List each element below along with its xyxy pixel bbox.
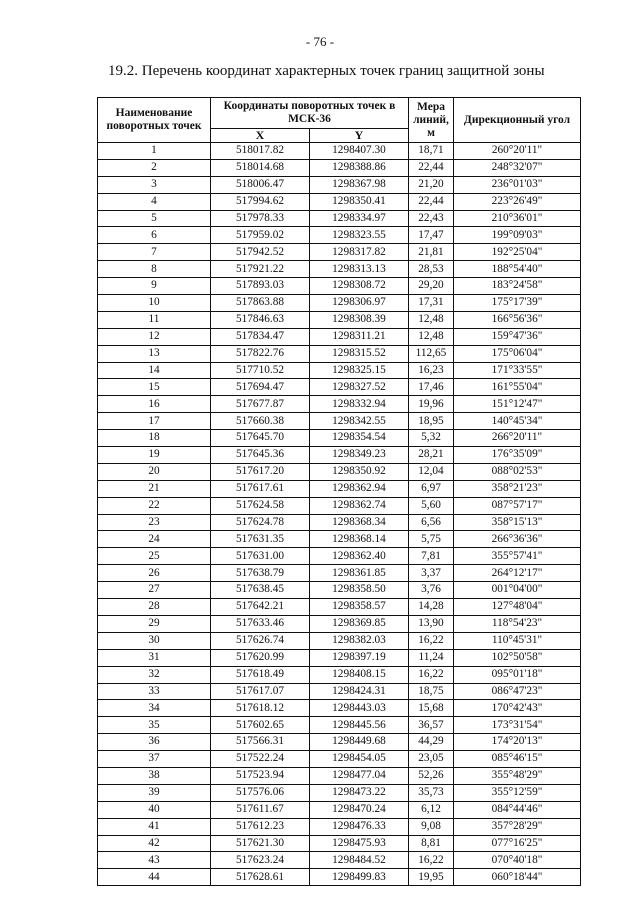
point-number-cell: 34 (98, 700, 211, 717)
y-coordinate-cell: 1298306.97 (310, 295, 409, 312)
x-coordinate-cell: 517638.45 (211, 582, 310, 599)
direction-angle-cell: 087°57'17" (454, 497, 581, 514)
direction-angle-cell: 266°20'11" (454, 430, 581, 447)
line-length-cell: 6,56 (409, 514, 454, 531)
x-coordinate-cell: 517623.24 (211, 852, 310, 869)
x-coordinate-cell: 517633.46 (211, 615, 310, 632)
line-length-cell: 16,22 (409, 666, 454, 683)
point-number-cell: 20 (98, 463, 211, 480)
y-coordinate-cell: 1298332.94 (310, 396, 409, 413)
table-row (98, 700, 581, 717)
direction-angle-cell: 355°57'41" (454, 548, 581, 565)
point-number-cell: 4 (98, 193, 211, 210)
direction-angle-cell: 175°06'04" (454, 345, 581, 362)
x-coordinate-cell: 517618.49 (211, 666, 310, 683)
direction-angle-cell: 199°09'03" (454, 227, 581, 244)
direction-angle-cell: 358°15'13" (454, 514, 581, 531)
direction-angle-cell: 264°12'17" (454, 565, 581, 582)
y-coordinate-cell: 1298445.56 (310, 717, 409, 734)
table-row (98, 767, 581, 784)
header-y: Y (310, 129, 409, 143)
direction-angle-cell: 355°12'59" (454, 784, 581, 801)
point-number-cell: 15 (98, 379, 211, 396)
x-coordinate-cell: 517978.33 (211, 210, 310, 227)
direction-angle-cell: 357°28'29" (454, 818, 581, 835)
direction-angle-cell: 088°02'53" (454, 463, 581, 480)
point-number-cell: 22 (98, 497, 211, 514)
point-number-cell: 29 (98, 615, 211, 632)
point-number-cell: 42 (98, 835, 211, 852)
y-coordinate-cell: 1298454.05 (310, 751, 409, 768)
x-coordinate-cell: 517959.02 (211, 227, 310, 244)
table-row (98, 379, 581, 396)
x-coordinate-cell: 517994.62 (211, 193, 310, 210)
point-number-cell: 2 (98, 159, 211, 176)
point-number-cell: 41 (98, 818, 211, 835)
direction-angle-cell: 166°56'36" (454, 311, 581, 328)
y-coordinate-cell: 1298308.39 (310, 311, 409, 328)
y-coordinate-cell: 1298368.14 (310, 531, 409, 548)
table-row (98, 193, 581, 210)
table-row (98, 852, 581, 869)
y-coordinate-cell: 1298473.22 (310, 784, 409, 801)
x-coordinate-cell: 517566.31 (211, 734, 310, 751)
line-length-cell: 9,08 (409, 818, 454, 835)
direction-angle-cell: 140°45'34" (454, 413, 581, 430)
line-length-cell: 22,43 (409, 210, 454, 227)
x-coordinate-cell: 517893.03 (211, 278, 310, 295)
line-length-cell: 12,04 (409, 463, 454, 480)
direction-angle-cell: 095°01'18" (454, 666, 581, 683)
point-number-cell: 18 (98, 430, 211, 447)
point-number-cell: 13 (98, 345, 211, 362)
line-length-cell: 16,23 (409, 362, 454, 379)
line-length-cell: 22,44 (409, 193, 454, 210)
x-coordinate-cell: 517620.99 (211, 649, 310, 666)
y-coordinate-cell: 1298443.03 (310, 700, 409, 717)
line-length-cell: 19,96 (409, 396, 454, 413)
y-coordinate-cell: 1298362.74 (310, 497, 409, 514)
line-length-cell: 17,46 (409, 379, 454, 396)
table-row (98, 548, 581, 565)
header-direction-angle: Дирекционный угол (454, 98, 581, 143)
y-coordinate-cell: 1298362.40 (310, 548, 409, 565)
point-number-cell: 5 (98, 210, 211, 227)
point-number-cell: 16 (98, 396, 211, 413)
point-number-cell: 14 (98, 362, 211, 379)
section-title: 19.2. Перечень координат характерных точек границ защитной зоны (108, 63, 545, 79)
table-row (98, 784, 581, 801)
direction-angle-cell: 175°17'39" (454, 295, 581, 312)
table-row (98, 447, 581, 464)
table-row (98, 328, 581, 345)
direction-angle-cell: 070°40'18" (454, 852, 581, 869)
line-length-cell: 16,22 (409, 632, 454, 649)
y-coordinate-cell: 1298369.85 (310, 615, 409, 632)
y-coordinate-cell: 1298470.24 (310, 801, 409, 818)
line-length-cell: 16,22 (409, 852, 454, 869)
y-coordinate-cell: 1298382.03 (310, 632, 409, 649)
x-coordinate-cell: 517612.23 (211, 818, 310, 835)
y-coordinate-cell: 1298368.34 (310, 514, 409, 531)
coordinates-table (97, 97, 581, 886)
line-length-cell: 18,71 (409, 143, 454, 160)
direction-angle-cell: 060°18'44" (454, 869, 581, 886)
direction-angle-cell: 127°48'04" (454, 599, 581, 616)
x-coordinate-cell: 518014.68 (211, 159, 310, 176)
point-number-cell: 39 (98, 784, 211, 801)
x-coordinate-cell: 517694.47 (211, 379, 310, 396)
table-row (98, 734, 581, 751)
table-row (98, 615, 581, 632)
direction-angle-cell: 084°44'46" (454, 801, 581, 818)
direction-angle-cell: 110°45'31" (454, 632, 581, 649)
y-coordinate-cell: 1298449.68 (310, 734, 409, 751)
x-coordinate-cell: 517921.22 (211, 261, 310, 278)
table-row (98, 311, 581, 328)
line-length-cell: 17,31 (409, 295, 454, 312)
y-coordinate-cell: 1298350.41 (310, 193, 409, 210)
line-length-cell: 3,37 (409, 565, 454, 582)
page-number: - 76 - (305, 34, 335, 49)
point-number-cell: 32 (98, 666, 211, 683)
x-coordinate-cell: 517621.30 (211, 835, 310, 852)
y-coordinate-cell: 1298315.52 (310, 345, 409, 362)
y-coordinate-cell: 1298477.04 (310, 767, 409, 784)
table-row (98, 295, 581, 312)
line-length-cell: 5,75 (409, 531, 454, 548)
y-coordinate-cell: 1298342.55 (310, 413, 409, 430)
table-row (98, 244, 581, 261)
y-coordinate-cell: 1298317.82 (310, 244, 409, 261)
table-row (98, 430, 581, 447)
point-number-cell: 35 (98, 717, 211, 734)
point-number-cell: 1 (98, 143, 211, 160)
x-coordinate-cell: 517942.52 (211, 244, 310, 261)
point-number-cell: 27 (98, 582, 211, 599)
table-row (98, 869, 581, 886)
table-row (98, 717, 581, 734)
x-coordinate-cell: 517576.06 (211, 784, 310, 801)
y-coordinate-cell: 1298313.13 (310, 261, 409, 278)
line-length-cell: 5,32 (409, 430, 454, 447)
y-coordinate-cell: 1298308.72 (310, 278, 409, 295)
direction-angle-cell: 001°04'00" (454, 582, 581, 599)
line-length-cell: 28,21 (409, 447, 454, 464)
y-coordinate-cell: 1298424.31 (310, 683, 409, 700)
table-row (98, 176, 581, 193)
line-length-cell: 7,81 (409, 548, 454, 565)
line-length-cell: 29,20 (409, 278, 454, 295)
line-length-cell: 19,95 (409, 869, 454, 886)
x-coordinate-cell: 517617.20 (211, 463, 310, 480)
direction-angle-cell: 183°24'58" (454, 278, 581, 295)
direction-angle-cell: 355°48'29" (454, 767, 581, 784)
table-row (98, 565, 581, 582)
point-number-cell: 40 (98, 801, 211, 818)
x-coordinate-cell: 517677.87 (211, 396, 310, 413)
point-number-cell: 25 (98, 548, 211, 565)
y-coordinate-cell: 1298350.92 (310, 463, 409, 480)
point-number-cell: 43 (98, 852, 211, 869)
direction-angle-cell: 151°12'47" (454, 396, 581, 413)
y-coordinate-cell: 1298358.57 (310, 599, 409, 616)
y-coordinate-cell: 1298408.15 (310, 666, 409, 683)
direction-angle-cell: 223°26'49" (454, 193, 581, 210)
table-row (98, 835, 581, 852)
point-number-cell: 38 (98, 767, 211, 784)
line-length-cell: 35,73 (409, 784, 454, 801)
point-number-cell: 24 (98, 531, 211, 548)
table-row (98, 143, 581, 160)
direction-angle-cell: 260°20'11" (454, 143, 581, 160)
line-length-cell: 6,12 (409, 801, 454, 818)
direction-angle-cell: 192°25'04" (454, 244, 581, 261)
table-row (98, 362, 581, 379)
x-coordinate-cell: 517710.52 (211, 362, 310, 379)
point-number-cell: 3 (98, 176, 211, 193)
point-number-cell: 8 (98, 261, 211, 278)
line-length-cell: 13,90 (409, 615, 454, 632)
header-line-length: Мера линий, м (409, 98, 454, 143)
table-row (98, 818, 581, 835)
x-coordinate-cell: 517602.65 (211, 717, 310, 734)
point-number-cell: 19 (98, 447, 211, 464)
x-coordinate-cell: 518006.47 (211, 176, 310, 193)
direction-angle-cell: 102°50'58" (454, 649, 581, 666)
direction-angle-cell: 085°46'15" (454, 751, 581, 768)
point-number-cell: 9 (98, 278, 211, 295)
direction-angle-cell: 086°47'23" (454, 683, 581, 700)
x-coordinate-cell: 517628.61 (211, 869, 310, 886)
table-row (98, 413, 581, 430)
table-row (98, 497, 581, 514)
x-coordinate-cell: 517642.21 (211, 599, 310, 616)
table-row (98, 683, 581, 700)
y-coordinate-cell: 1298323.55 (310, 227, 409, 244)
y-coordinate-cell: 1298311.21 (310, 328, 409, 345)
line-length-cell: 23,05 (409, 751, 454, 768)
line-length-cell: 15,68 (409, 700, 454, 717)
y-coordinate-cell: 1298354.54 (310, 430, 409, 447)
x-coordinate-cell: 517645.36 (211, 447, 310, 464)
line-length-cell: 11,24 (409, 649, 454, 666)
table-row (98, 278, 581, 295)
y-coordinate-cell: 1298499.83 (310, 869, 409, 886)
y-coordinate-cell: 1298362.94 (310, 480, 409, 497)
x-coordinate-cell: 517846.63 (211, 311, 310, 328)
point-number-cell: 36 (98, 734, 211, 751)
x-coordinate-cell: 517645.70 (211, 430, 310, 447)
direction-angle-cell: 174°20'13" (454, 734, 581, 751)
direction-angle-cell: 118°54'23" (454, 615, 581, 632)
line-length-cell: 21,20 (409, 176, 454, 193)
header-x: X (211, 129, 310, 143)
point-number-cell: 23 (98, 514, 211, 531)
point-number-cell: 37 (98, 751, 211, 768)
table-row (98, 463, 581, 480)
y-coordinate-cell: 1298484.52 (310, 852, 409, 869)
x-coordinate-cell: 517822.76 (211, 345, 310, 362)
y-coordinate-cell: 1298476.33 (310, 818, 409, 835)
point-number-cell: 10 (98, 295, 211, 312)
header-point-name: Наименование поворотных точек (98, 98, 211, 143)
table-row (98, 801, 581, 818)
table-row (98, 480, 581, 497)
y-coordinate-cell: 1298388.86 (310, 159, 409, 176)
table-row (98, 345, 581, 362)
x-coordinate-cell: 517523.94 (211, 767, 310, 784)
x-coordinate-cell: 517631.35 (211, 531, 310, 548)
y-coordinate-cell: 1298358.50 (310, 582, 409, 599)
direction-angle-cell: 358°21'23" (454, 480, 581, 497)
table-row (98, 514, 581, 531)
y-coordinate-cell: 1298397.19 (310, 649, 409, 666)
line-length-cell: 14,28 (409, 599, 454, 616)
y-coordinate-cell: 1298349.23 (310, 447, 409, 464)
line-length-cell: 6,97 (409, 480, 454, 497)
point-number-cell: 21 (98, 480, 211, 497)
line-length-cell: 52,26 (409, 767, 454, 784)
direction-angle-cell: 210°36'01" (454, 210, 581, 227)
direction-angle-cell: 236°01'03" (454, 176, 581, 193)
table-row (98, 531, 581, 548)
direction-angle-cell: 171°33'55" (454, 362, 581, 379)
point-number-cell: 44 (98, 869, 211, 886)
x-coordinate-cell: 517611.67 (211, 801, 310, 818)
direction-angle-cell: 077°16'25" (454, 835, 581, 852)
line-length-cell: 28,53 (409, 261, 454, 278)
x-coordinate-cell: 517638.79 (211, 565, 310, 582)
x-coordinate-cell: 517624.78 (211, 514, 310, 531)
point-number-cell: 7 (98, 244, 211, 261)
table-body (98, 143, 581, 886)
direction-angle-cell: 170°42'43" (454, 700, 581, 717)
table-row (98, 582, 581, 599)
y-coordinate-cell: 1298334.97 (310, 210, 409, 227)
x-coordinate-cell: 517617.07 (211, 683, 310, 700)
x-coordinate-cell: 517626.74 (211, 632, 310, 649)
x-coordinate-cell: 518017.82 (211, 143, 310, 160)
y-coordinate-cell: 1298367.98 (310, 176, 409, 193)
point-number-cell: 6 (98, 227, 211, 244)
point-number-cell: 12 (98, 328, 211, 345)
line-length-cell: 36,57 (409, 717, 454, 734)
header-coordinates: Координаты поворотных точек в МСК-36 (211, 98, 409, 129)
line-length-cell: 8,81 (409, 835, 454, 852)
direction-angle-cell: 248°32'07" (454, 159, 581, 176)
x-coordinate-cell: 517631.00 (211, 548, 310, 565)
direction-angle-cell: 266°36'36" (454, 531, 581, 548)
x-coordinate-cell: 517660.38 (211, 413, 310, 430)
line-length-cell: 12,48 (409, 311, 454, 328)
table-row (98, 649, 581, 666)
line-length-cell: 21,81 (409, 244, 454, 261)
point-number-cell: 28 (98, 599, 211, 616)
table-row (98, 396, 581, 413)
table-row (98, 666, 581, 683)
direction-angle-cell: 188°54'40" (454, 261, 581, 278)
line-length-cell: 17,47 (409, 227, 454, 244)
line-length-cell: 18,95 (409, 413, 454, 430)
direction-angle-cell: 161°55'04" (454, 379, 581, 396)
direction-angle-cell: 159°47'36" (454, 328, 581, 345)
line-length-cell: 12,48 (409, 328, 454, 345)
table-row (98, 227, 581, 244)
x-coordinate-cell: 517522.24 (211, 751, 310, 768)
point-number-cell: 26 (98, 565, 211, 582)
point-number-cell: 11 (98, 311, 211, 328)
line-length-cell: 44,29 (409, 734, 454, 751)
x-coordinate-cell: 517617.61 (211, 480, 310, 497)
y-coordinate-cell: 1298325.15 (310, 362, 409, 379)
x-coordinate-cell: 517618.12 (211, 700, 310, 717)
table-row (98, 210, 581, 227)
line-length-cell: 18,75 (409, 683, 454, 700)
line-length-cell: 3,76 (409, 582, 454, 599)
table-row (98, 159, 581, 176)
point-number-cell: 31 (98, 649, 211, 666)
table-row (98, 261, 581, 278)
y-coordinate-cell: 1298327.52 (310, 379, 409, 396)
direction-angle-cell: 173°31'54" (454, 717, 581, 734)
table-row (98, 751, 581, 768)
y-coordinate-cell: 1298407.30 (310, 143, 409, 160)
table-row (98, 632, 581, 649)
y-coordinate-cell: 1298475.93 (310, 835, 409, 852)
table-row (98, 599, 581, 616)
x-coordinate-cell: 517863.88 (211, 295, 310, 312)
y-coordinate-cell: 1298361.85 (310, 565, 409, 582)
x-coordinate-cell: 517834.47 (211, 328, 310, 345)
direction-angle-cell: 176°35'09" (454, 447, 581, 464)
point-number-cell: 33 (98, 683, 211, 700)
line-length-cell: 22,44 (409, 159, 454, 176)
line-length-cell: 5,60 (409, 497, 454, 514)
line-length-cell: 112,65 (409, 345, 454, 362)
point-number-cell: 17 (98, 413, 211, 430)
x-coordinate-cell: 517624.58 (211, 497, 310, 514)
point-number-cell: 30 (98, 632, 211, 649)
